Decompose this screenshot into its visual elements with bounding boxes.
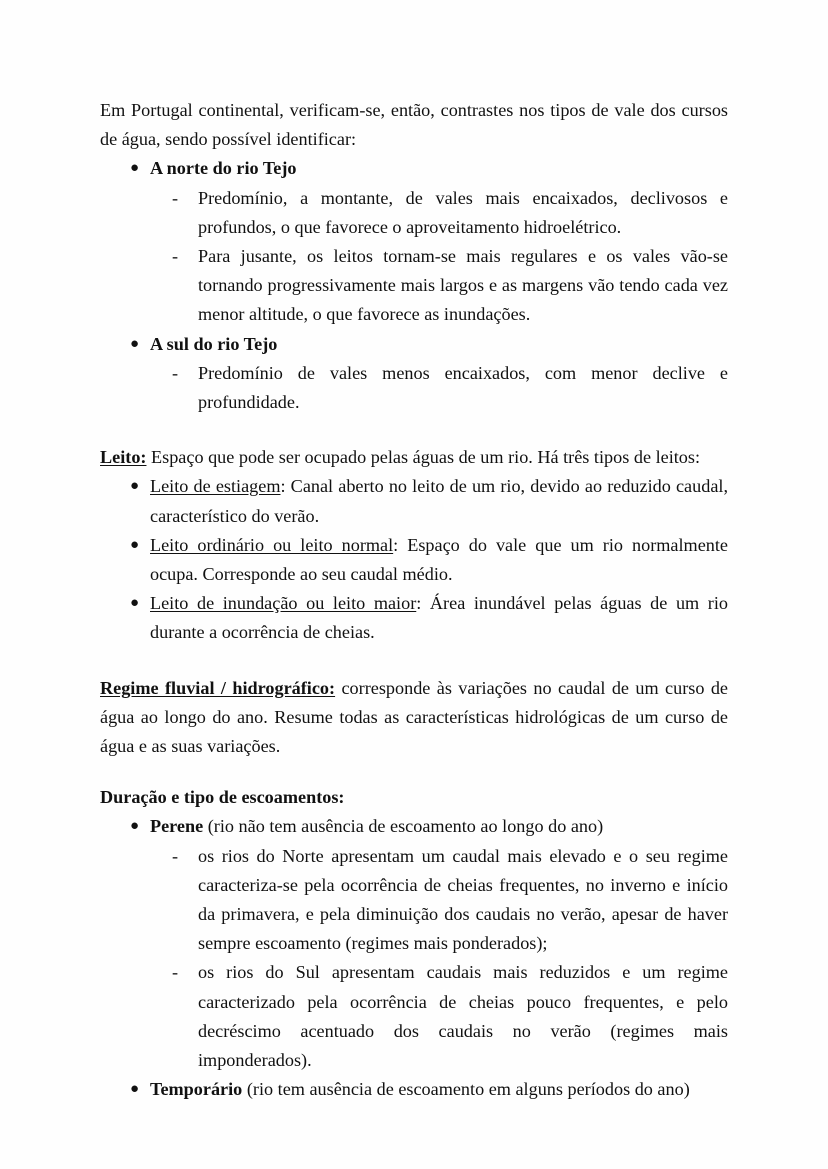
leito-heading: Leito:	[100, 447, 147, 468]
sub-list-item-text: os rios do Sul apresentam caudais mais reduzidos e um regime caracterizado pela ocorrência de cheias pouco frequentes, e pelo decréscimo acentuado dos caudais no verão (regimes mais imponderados).	[198, 962, 728, 1071]
bullet-icon: ●	[130, 335, 140, 352]
list-item	[100, 812, 728, 1075]
term-label: Perene	[150, 816, 204, 837]
list-item-label: A sul do rio Tejo	[150, 333, 278, 354]
term-label: Temporário	[150, 1079, 243, 1100]
sub-list	[150, 184, 728, 330]
sub-list	[150, 842, 728, 1076]
sub-list-item-text: Predomínio, a montante, de vales mais encaixados, declivosos e profundos, o que favorece o aproveitamento hidroelétrico.	[198, 187, 728, 237]
regime-paragraph	[100, 674, 728, 762]
escoamentos-heading-text: Duração e tipo de escoamentos:	[100, 787, 345, 808]
leito-definition-paragraph	[100, 443, 728, 472]
document-body	[100, 96, 728, 1105]
term-parenthetical: (rio não tem ausência de escoamento ao longo do ano)	[203, 816, 604, 837]
dash-icon: -	[172, 187, 179, 208]
term-definition: : Canal aberto no leito de um rio, devido ao reduzido caudal, característico do verão.	[150, 476, 728, 526]
sub-list-item	[150, 359, 728, 417]
term-parenthetical: (rio tem ausência de escoamento em alguns períodos do ano)	[242, 1079, 690, 1100]
bullet-icon: ●	[130, 478, 140, 495]
sub-list-item-text: Para jusante, os leitos tornam-se mais regulares e os vales vão-se tornando progressivamente mais largos e as margens vão tendo cada vez menor altitude, o que favorece as inundações.	[198, 246, 728, 325]
bullet-icon: ●	[130, 536, 140, 553]
regime-body-text: corresponde às variações no caudal de um curso de água ao longo do ano. Resume todas as características hidrológicas de um curso de água e as suas variações.	[100, 677, 728, 757]
dash-icon: -	[172, 845, 179, 866]
list-item-label: A norte do rio Tejo	[150, 158, 297, 179]
escoamentos-heading	[100, 783, 728, 812]
dash-icon: -	[172, 962, 179, 983]
term-definition: : Espaço do vale que um rio normalmente ocupa. Corresponde ao seu caudal médio.	[150, 534, 728, 585]
intro-paragraph: Em Portugal continental, verificam-se, então, contrastes nos tipos de vale dos cursos de água, sendo possível identificar:	[100, 100, 728, 150]
section-spacer	[100, 761, 728, 783]
sub-list-item-text: Predomínio de vales menos encaixados, com menor declive e profundidade.	[198, 362, 728, 413]
sub-list-item	[150, 242, 728, 330]
term-label: Leito de inundação ou leito maior	[150, 593, 417, 614]
list-item	[100, 589, 728, 647]
term-definition: : Área inundável pelas águas de um rio durante a ocorrência de cheias.	[150, 593, 729, 643]
sub-list-item	[150, 184, 728, 242]
list-item	[100, 472, 728, 530]
list-item	[100, 330, 728, 418]
valley-types-list	[100, 154, 728, 417]
list-item	[100, 154, 728, 329]
sub-list-item-text: os rios do Norte apresentam um caudal mais elevado e o seu regime caracteriza-se pela ocorrência de cheias frequentes, no inverno e início da primavera, e pela diminuição dos caudais no verão, apesar de haver sempre escoamento (regimes mais ponderados);	[198, 845, 728, 954]
leito-intro-text: Espaço que pode ser ocupado pelas águas de um rio. Há três tipos de leitos:	[146, 447, 701, 468]
term-label: Leito de estiagem	[150, 476, 281, 497]
regime-heading: Regime fluvial / hidrográfico:	[100, 677, 336, 698]
bullet-icon: ●	[130, 595, 140, 612]
escoamentos-list	[100, 812, 728, 1104]
term-label: Leito ordinário ou leito normal	[150, 534, 394, 555]
list-item	[100, 531, 728, 589]
bullet-icon: ●	[130, 160, 140, 177]
bullet-icon: ●	[130, 1081, 140, 1098]
section-spacer	[100, 417, 728, 443]
sub-list	[150, 359, 728, 417]
sub-list-item	[150, 958, 728, 1075]
dash-icon: -	[172, 246, 179, 267]
section-spacer	[100, 648, 728, 674]
list-item	[100, 1075, 728, 1104]
dash-icon: -	[172, 362, 179, 383]
bullet-icon: ●	[130, 818, 140, 835]
sub-list-item	[150, 842, 728, 959]
leito-types-list	[100, 472, 728, 647]
